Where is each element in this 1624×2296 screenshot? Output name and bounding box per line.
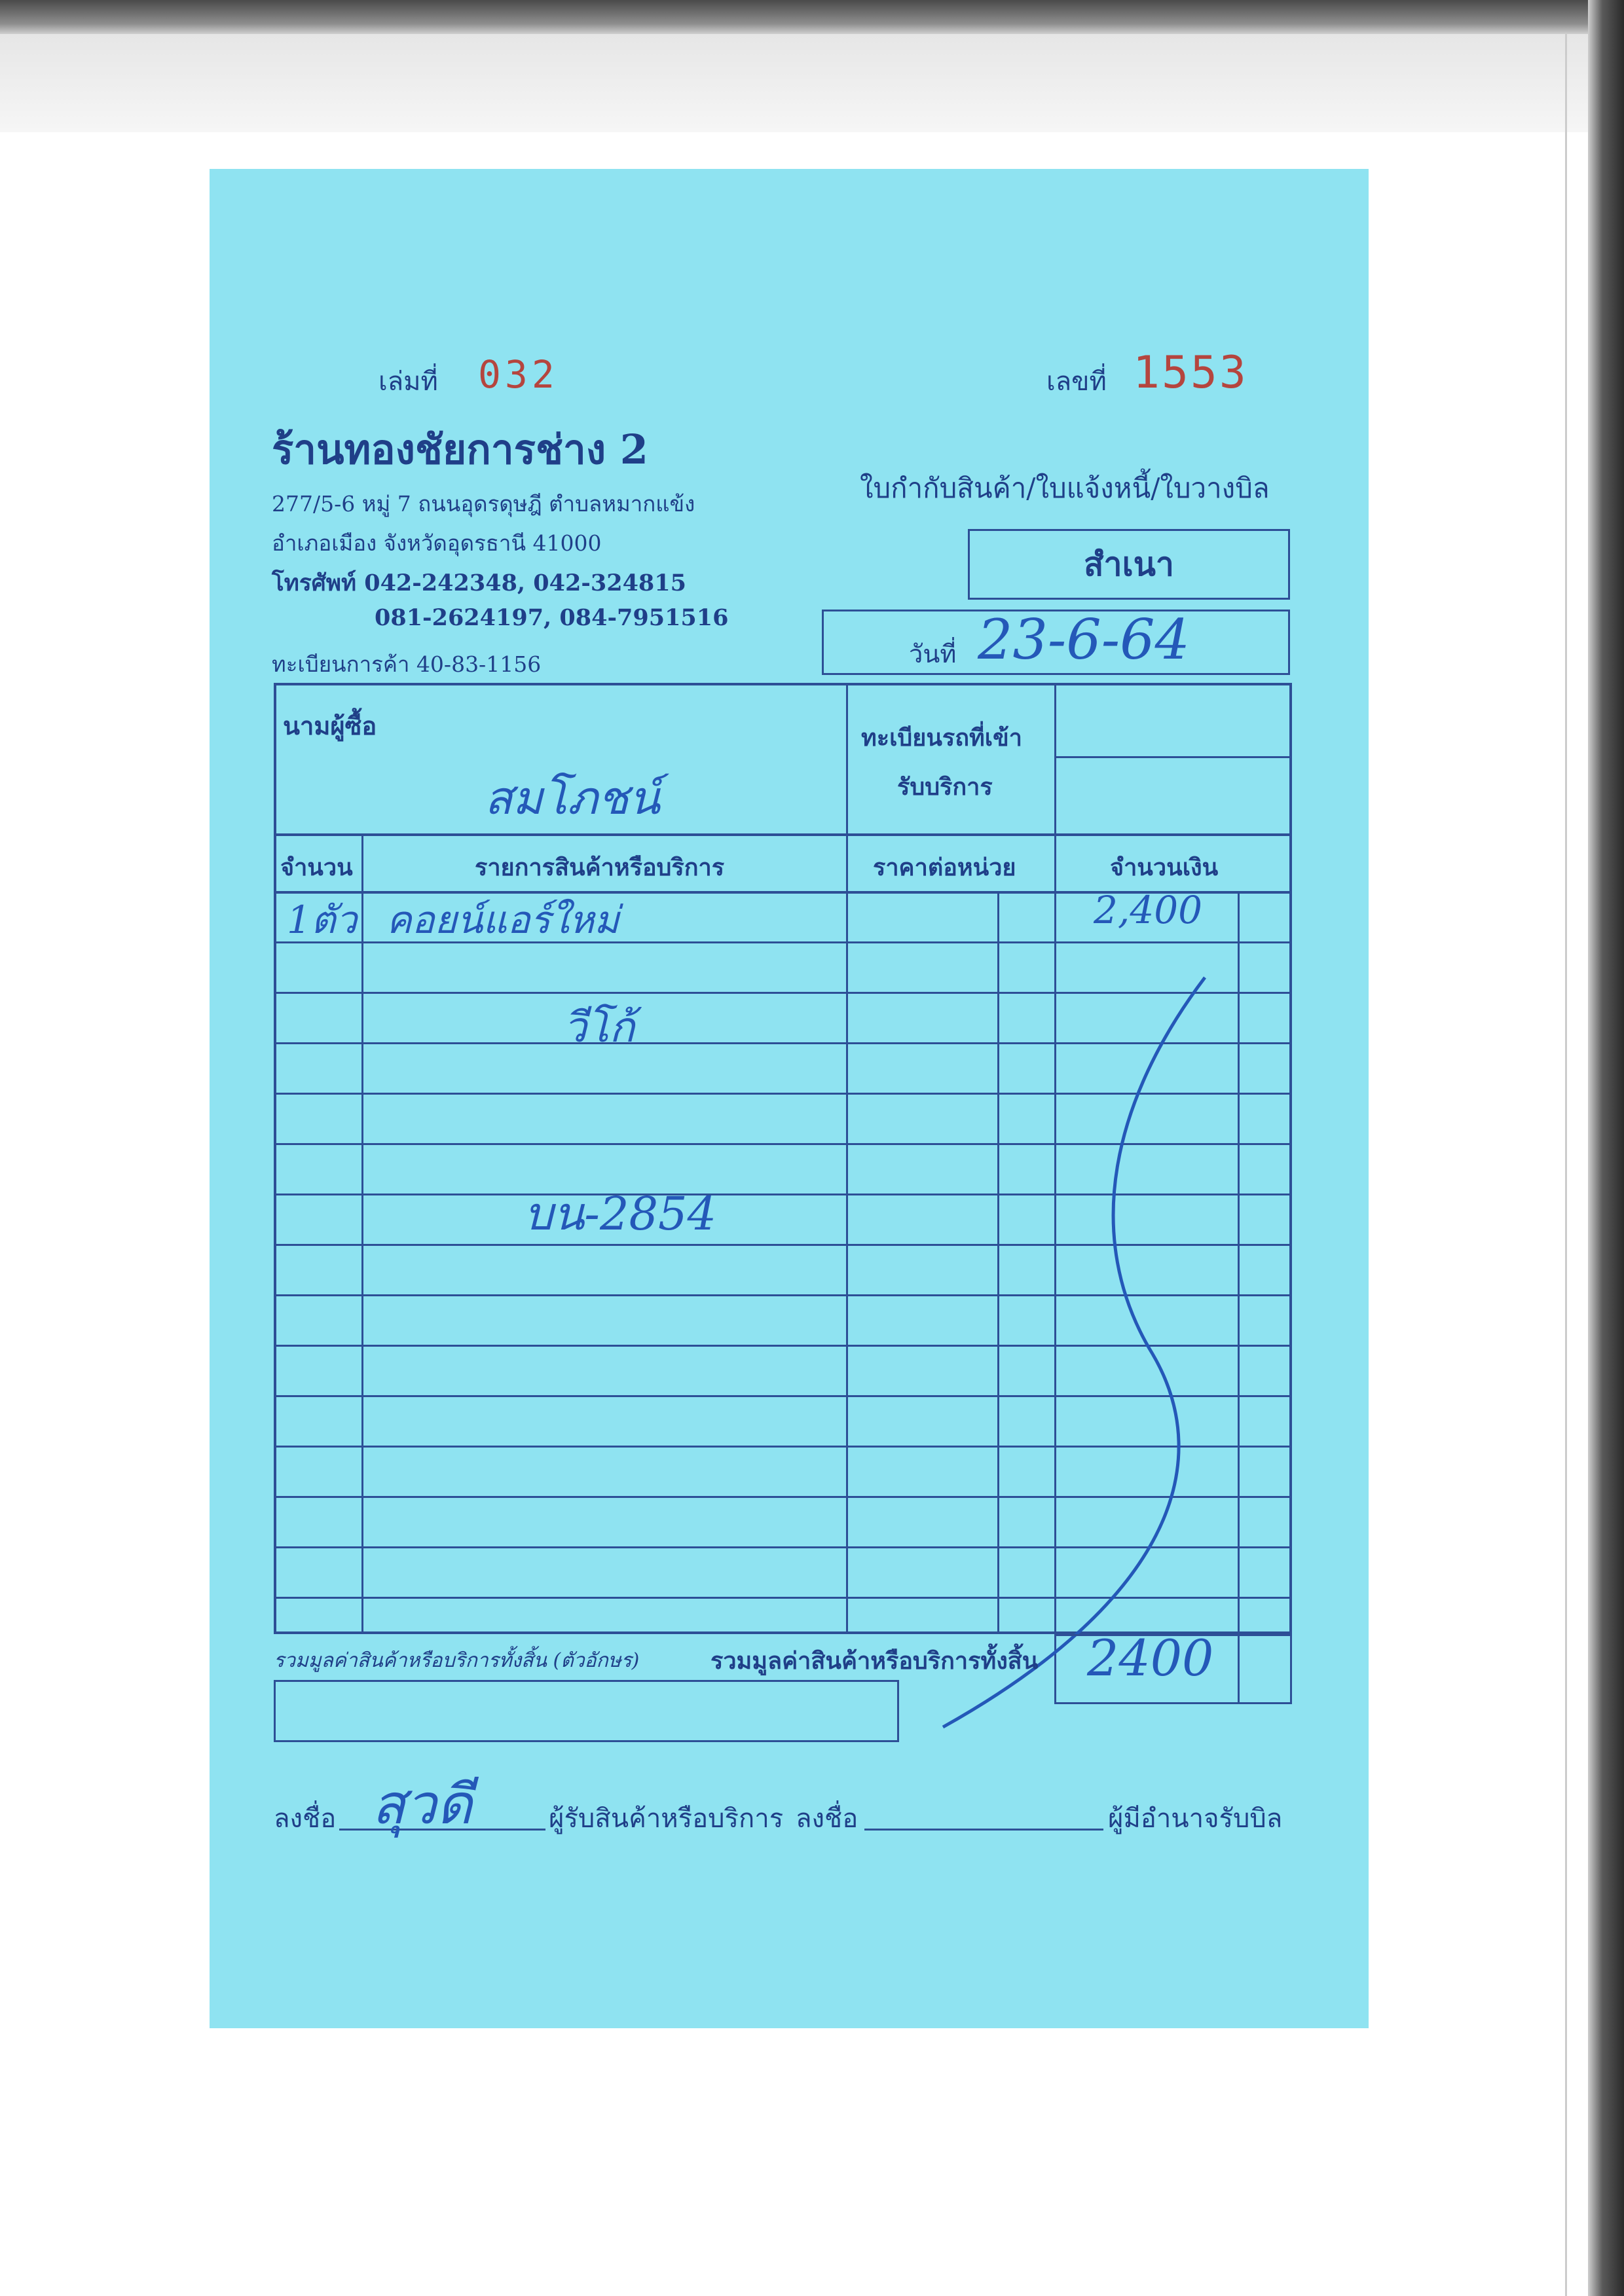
- row-1-qty: 1ตัว: [287, 898, 358, 942]
- total-label: รวมมูลค่าสินค้าหรือบริการทั้งสิ้น: [710, 1647, 1039, 1675]
- receiver-signature: สุวดี: [372, 1772, 472, 1836]
- car-reg-label-2: รับบริการ: [897, 773, 993, 801]
- book-number: 032: [478, 352, 559, 397]
- invoice-sheet: [210, 169, 1369, 2028]
- sign-label-1: ลงชื่อ: [274, 1804, 337, 1834]
- copy-label: สำเนา: [1084, 544, 1174, 583]
- total-right-line: [1290, 1634, 1292, 1704]
- row-3-desc: บน-2854: [524, 1187, 717, 1241]
- total-words-box: [274, 1680, 899, 1742]
- header-desc: รายการสินค้าหรือบริการ: [475, 854, 725, 881]
- date-value: 23-6-64: [978, 608, 1190, 672]
- car-reg-label-1: ทะเบียนรถที่เข้า: [861, 724, 1022, 752]
- number-label: เลขที่: [1046, 367, 1107, 397]
- shop-name: ร้านทองชัยการช่าง 2: [272, 426, 648, 473]
- shop-phone-1: โทรศัพท์ 042-242348, 042-324815: [272, 570, 686, 596]
- header-unit-price: ราคาต่อหน่วย: [873, 854, 1016, 881]
- scanner-lid-right: [1588, 0, 1624, 2296]
- paper-edge: [0, 34, 1588, 132]
- sign-label-2: ลงชื่อ: [796, 1804, 858, 1834]
- book-label: เล่มที่: [378, 367, 438, 397]
- row-2-desc: วีโก้: [563, 1004, 635, 1052]
- buyer-name: สมโภชน์: [485, 771, 660, 825]
- shop-address-2: อำเภอเมือง จังหวัดอุดรธานี 41000: [272, 530, 602, 556]
- bill-receiver-label: ผู้มีอำนาจรับบิล: [1108, 1804, 1283, 1834]
- receiver-label: ผู้รับสินค้าหรือบริการ: [549, 1804, 784, 1834]
- buyer-label: นามผู้ซื้อ: [283, 711, 377, 740]
- invoice-number: 1553: [1133, 347, 1248, 399]
- header-qty: จำนวน: [280, 854, 353, 881]
- total-value: 2400: [1087, 1629, 1214, 1687]
- shop-phone-2: 081-2624197, 084-7951516: [375, 604, 729, 631]
- row-1-amount: 2,400: [1094, 888, 1203, 932]
- total-bottom-line: [1054, 1702, 1292, 1704]
- header-amount: จำนวนเงิน: [1110, 854, 1219, 881]
- cancel-stroke-path: [943, 977, 1205, 1727]
- pen-cancel-stroke: [210, 169, 1369, 2028]
- shop-address-1: 277/5-6 หมู่ 7 ถนนอุดรดุษฎี ตำบลหมากแข้ง: [272, 491, 695, 517]
- document-type: ใบกำกับสินค้า/ใบแจ้งหนี้/ใบวางบิล: [860, 472, 1270, 504]
- scanner-lid-top: [0, 0, 1624, 34]
- paper-edge-line: [1565, 34, 1567, 2296]
- shop-registration: ทะเบียนการค้า 40-83-1156: [272, 651, 542, 677]
- date-label: วันที่: [909, 640, 957, 668]
- bill-receiver-signature-line: [864, 1829, 1103, 1831]
- row-1-desc: คอยน์แอร์ใหม่: [386, 898, 619, 942]
- total-words-label: รวมมูลค่าสินค้าหรือบริการทั้งสิ้น (ตัวอักษร): [274, 1649, 640, 1672]
